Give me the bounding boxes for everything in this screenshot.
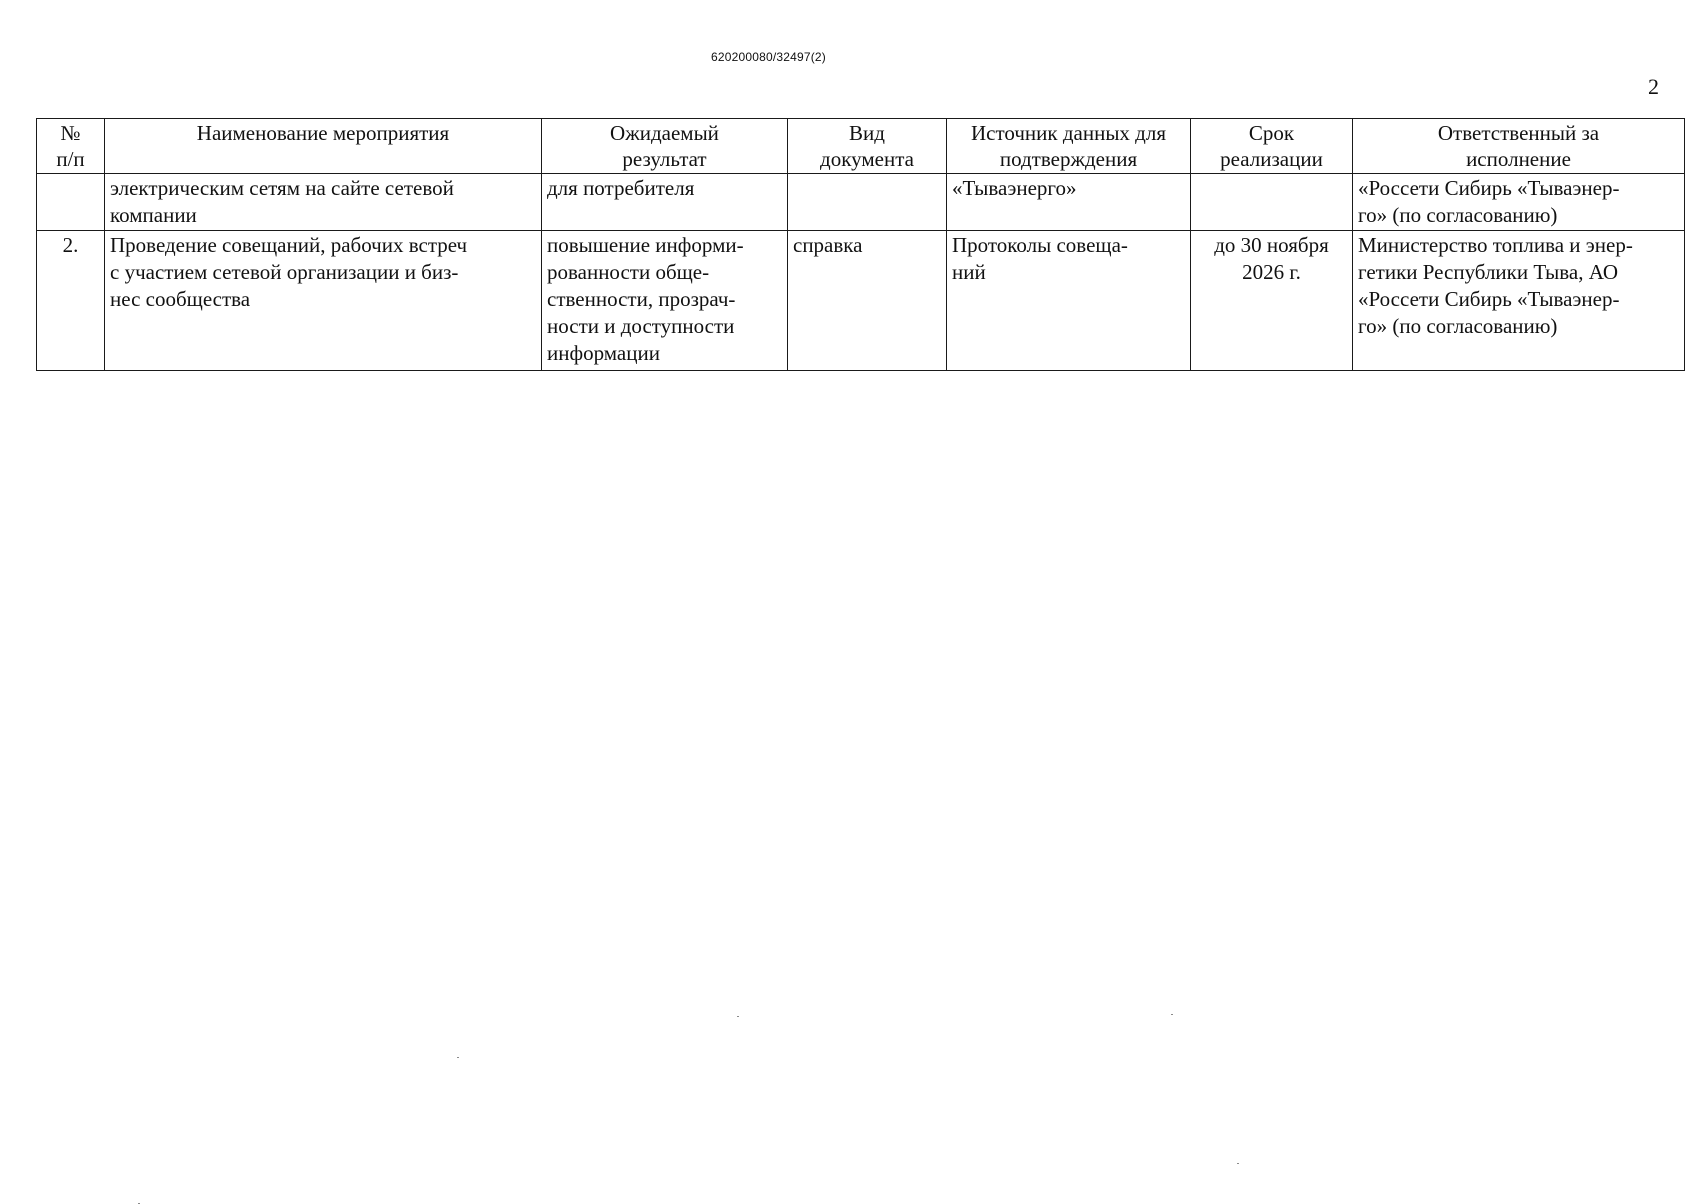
scan-speck bbox=[1237, 1163, 1239, 1164]
header-number: № п/п bbox=[37, 119, 105, 174]
header-responsible: Ответственный за исполнение bbox=[1353, 119, 1685, 174]
cell-deadline bbox=[1191, 174, 1353, 231]
header-document-type: Вид документа bbox=[788, 119, 947, 174]
cell-number bbox=[37, 174, 105, 231]
table-row bbox=[37, 174, 1685, 231]
header-data-source: Источник данных для подтверждения bbox=[947, 119, 1191, 174]
cell-number: 2. bbox=[37, 231, 105, 371]
cell-document-type bbox=[788, 174, 947, 231]
table-header-row bbox=[37, 119, 1685, 174]
header-deadline: Срок реализации bbox=[1191, 119, 1353, 174]
scan-speck bbox=[457, 1057, 459, 1058]
cell-data-source: Протоколы совеща- ний bbox=[947, 231, 1191, 371]
scan-speck bbox=[1171, 1014, 1173, 1015]
scan-speck bbox=[737, 1016, 739, 1017]
cell-deadline: до 30 ноября 2026 г. bbox=[1191, 231, 1353, 371]
cell-responsible: «Россети Сибирь «Тываэнер- го» (по согласованию) bbox=[1353, 174, 1685, 231]
cell-expected-result: для потребителя bbox=[542, 174, 788, 231]
cell-activity-name: Проведение совещаний, рабочих встреч с участием сетевой организации и биз- нес сообщества bbox=[105, 231, 542, 371]
header-activity-name: Наименование мероприятия bbox=[105, 119, 542, 174]
cell-document-type: справка bbox=[788, 231, 947, 371]
cell-expected-result: повышение информи- рованности обще- ственности, прозрач- ности и доступности информации bbox=[542, 231, 788, 371]
cell-data-source: «Тываэнерго» bbox=[947, 174, 1191, 231]
activities-table bbox=[36, 118, 1685, 371]
table-row bbox=[37, 231, 1685, 371]
document-code: 620200080/32497(2) bbox=[710, 50, 827, 64]
header-expected-result: Ожидаемый результат bbox=[542, 119, 788, 174]
page-number: 2 bbox=[1648, 74, 1659, 99]
cell-responsible: Министерство топлива и энер- гетики Республики Тыва, АО «Россети Сибирь «Тываэнер- го» (по согласованию) bbox=[1353, 231, 1685, 371]
cell-activity-name: электрическим сетям на сайте сетевой компании bbox=[105, 174, 542, 231]
